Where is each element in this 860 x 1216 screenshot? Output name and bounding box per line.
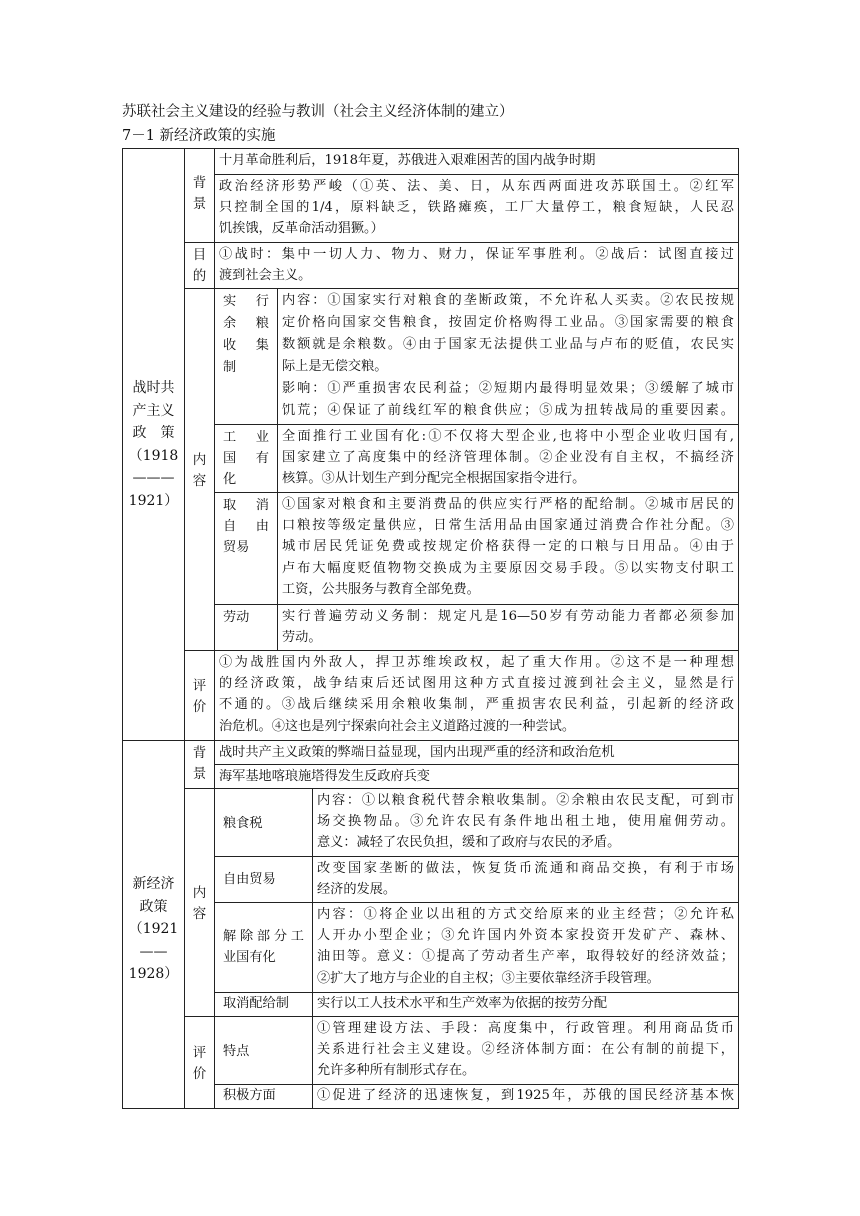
label-char: 价 <box>192 1065 207 1082</box>
nep-title-line: 政策 <box>139 898 168 915</box>
feature-text <box>312 1016 738 1084</box>
nep-title-cell <box>122 740 184 1108</box>
grain-requisition-label <box>214 288 277 424</box>
text-line: 海军基地喀琅施塔得发生反政府兵变 <box>219 769 430 784</box>
war-purpose-label <box>184 242 214 288</box>
text-line: 国家建立了高度集中的经济管理体制。②企业没有自主权，不搞经济 <box>282 450 734 466</box>
text-line: 油田等。意义：①提高了劳动者生产率，取得较好的经济效益； <box>317 949 734 965</box>
grain-requisition-text <box>277 288 738 424</box>
text-line: 只控制全国的1/4，原料缺乏，铁路瘫痪，工厂大量停工，粮食短缺，人民忍 <box>219 200 734 216</box>
text-line: 经济的发展。 <box>317 882 397 898</box>
text-line: 意义：减轻了农民负担，缓和了政府与农民的矛盾。 <box>317 835 621 851</box>
label-line: 实 行 <box>223 294 269 309</box>
text-line: 口粮按等级定量供应，日常生活用品由国家通过消费合作社分配。③ <box>282 518 734 534</box>
label-line: 工 业 <box>223 430 269 445</box>
label-line: 特点 <box>223 1044 250 1059</box>
grain-tax-label <box>214 788 312 856</box>
text-line: 允许多种所有制形式存在。 <box>317 1063 476 1079</box>
label-char: 背 <box>192 175 207 191</box>
text-line: 饥荒；④保证了前线红军的粮食供应；⑤成为扭转战局的重要因素。 <box>282 403 734 418</box>
war-title-line: 战时共 <box>132 380 175 396</box>
positive-aspect-text <box>312 1084 738 1108</box>
text-line: 饥挨饿，反革命活动猖獗。） <box>219 221 384 237</box>
nep-background-label <box>184 740 214 788</box>
war-background-row-2 <box>214 174 738 242</box>
label-char: 景 <box>192 196 207 212</box>
text-line: 核算。③从计划生产到分配完全根据国家指令进行。 <box>282 471 586 487</box>
text-line: 场交换物品。③允许农民有条件地出租土地，使用雇佣劳动。 <box>317 814 734 830</box>
war-communism-title <box>129 377 179 512</box>
label-char: 背 <box>192 745 207 761</box>
text-line: 渡到社会主义。 <box>219 268 312 284</box>
free-trade-text <box>312 856 738 902</box>
text-line: 关系进行社会主义建设。②经济体制方面：在公有制的前提下， <box>317 1042 734 1058</box>
industry-nationalization-text <box>277 424 738 492</box>
label-line: 取 消 <box>223 498 269 513</box>
label-char: 景 <box>192 766 207 782</box>
feature-label <box>214 1016 312 1084</box>
free-trade-label <box>214 856 312 902</box>
war-title-line: 产主义 <box>132 402 175 419</box>
label-line: 业国有化 <box>223 950 276 966</box>
label-line: 制 <box>223 360 237 375</box>
nep-title-line: —— <box>139 943 168 960</box>
positive-aspect-label <box>214 1084 312 1108</box>
abolish-free-trade-label <box>214 492 277 604</box>
label-char: 评 <box>192 677 207 694</box>
nep-evaluation-label <box>184 1016 214 1108</box>
denationalization-label <box>214 902 312 992</box>
text-line: 战时共产主义政策的弊端日益显现，国内出现严重的经济和政治危机 <box>219 745 615 760</box>
text-line: 全面推行工业国有化:①不仅将大型企业,也将中小型企业收归国有, <box>282 429 734 444</box>
text-line: 工资，公共服务与教育全部免费。 <box>282 581 480 597</box>
text-line: ①为战胜国内外敌人，捍卫苏维埃政权，起了重大作用。②这不是一种理想 <box>219 655 734 670</box>
abolish-free-trade-text <box>277 492 738 604</box>
denationalization-text <box>312 902 738 992</box>
war-evaluation-text <box>214 650 738 740</box>
text-line: 改变国家垄断的做法，恢复货币流通和商品交换，有利于市场 <box>317 861 734 876</box>
label-char: 价 <box>192 698 207 715</box>
label-line: 粮食税 <box>223 816 263 831</box>
war-background-label <box>184 148 214 242</box>
abolish-rationing-text <box>312 992 738 1016</box>
label-line: 余 粮 <box>223 316 269 331</box>
war-title-line: ——— <box>132 470 175 486</box>
section-subtitle: 7－1 新经济政策的实施 <box>122 128 276 144</box>
label-line: 自由贸易 <box>223 872 276 887</box>
nep-background-row-1 <box>214 740 738 764</box>
label-line: 自 由 <box>223 519 269 535</box>
text-line: ①国家对粮食和主要消费品的供应实行严格的配给制。②城市居民的 <box>282 497 734 512</box>
nep-title-line: （1921 <box>128 921 179 937</box>
text-line: 的经济政策，战争结束后还试图用这种方式直接过渡到社会主义，显然是行 <box>219 676 734 692</box>
text-line: 城市居民凭证免费或按规定价格获得一定的口粮与日用品。④由于 <box>282 539 734 555</box>
nep-background-row-2 <box>214 764 738 788</box>
text-line: ①促进了经济的迅速恢复，到1925年，苏俄的国民经济基本恢 <box>317 1088 734 1103</box>
text-line: 人开办小型企业；③允许国内外资本家投资开发矿产、森林、 <box>317 928 734 944</box>
label-line: 积极方面 <box>223 1088 276 1103</box>
text-line: 实行以工人技术水平和生产效率为依据的按劳分配 <box>317 996 608 1011</box>
abolish-rationing-label <box>214 992 312 1016</box>
text-line: ①管理建设方法、手段：高度集中，行政管理。利用商品货币 <box>317 1021 734 1036</box>
label-char: 内 <box>192 451 207 468</box>
text-line: 内容：①国家实行对粮食的垄断政策，不允许私人买卖。②农民按规 <box>282 293 734 308</box>
text-line: 定价格向国家交售粮食，按固定价格购得工业品。③国家需要的粮食 <box>282 315 734 330</box>
document-title: 苏联社会主义建设的经验与教训（社会主义经济体制的建立） <box>122 104 514 120</box>
label-line: 取消配给制 <box>223 996 289 1011</box>
label-char: 内 <box>192 884 207 901</box>
label-char: 目 <box>192 247 207 263</box>
text-line: 劳动。 <box>282 630 322 646</box>
war-communism-title-cell <box>122 148 184 740</box>
nep-title <box>129 873 179 986</box>
text-line: 内容：①以粮食税代替余粮收集制。②余粮由农民支配，可到市 <box>317 793 734 808</box>
text-line: 治危机。④这也是列宁探索向社会主义道路过渡的一种尝试。 <box>219 718 576 734</box>
war-title-line: （1918 <box>128 447 179 464</box>
labor-text <box>277 604 738 650</box>
text-line: 不通的。③战后继续采用余粮收集制，严重损害农民利益，引起新的经济政 <box>219 697 734 713</box>
text-line: 十月革命胜利后，1918年夏，苏俄进入艰难困苦的国内战争时期 <box>219 153 596 168</box>
text-line: 际上是无偿交粮。 <box>282 359 388 374</box>
label-line: 国 有 <box>223 451 269 467</box>
text-line: 数额就是余粮数。④由于国家无法提供工业品与卢布的贬值，农民实 <box>282 337 734 352</box>
text-line: 影响：①严重损害农民利益；②短期内最得明显效果；③缓解了城市 <box>282 381 734 396</box>
war-content-label <box>184 288 214 650</box>
war-background-row-1 <box>214 148 738 174</box>
war-purpose-text <box>214 242 738 288</box>
war-evaluation-label <box>184 650 214 740</box>
label-line: 劳动 <box>223 610 250 625</box>
nep-title-line: 新经济 <box>132 876 175 892</box>
war-title-line: 1921） <box>128 492 179 509</box>
label-char: 容 <box>192 905 207 922</box>
war-title-line: 政 策 <box>132 425 175 441</box>
industry-nationalization-label <box>214 424 277 492</box>
label-line: 收 集 <box>223 338 269 353</box>
label-line: 解除部分工 <box>223 929 304 944</box>
label-char: 容 <box>192 472 207 489</box>
text-line: ②扩大了地方与企业的自主权；③主要依靠经济手段管理。 <box>317 970 660 986</box>
text-line: ①战时：集中一切人力、物力、财力，保证军事胜利。②战后：试图直接过 <box>219 247 734 262</box>
label-char: 评 <box>192 1044 207 1061</box>
text-line: 政治经济形势严峻（①英、法、美、日，从东西两面进攻苏联国土。②红军 <box>219 179 734 194</box>
label-line: 贸易 <box>223 540 250 556</box>
nep-title-line: 1928） <box>128 966 179 982</box>
text-line: 卢布大幅度贬值物物交换成为主要原因交易手段。⑤以实物支付职工 <box>282 560 734 576</box>
grain-tax-text <box>312 788 738 856</box>
text-line: 实行普遍劳动义务制：规定凡是16—50岁有劳动能力者都必须参加 <box>282 609 734 624</box>
nep-content-label <box>184 788 214 1016</box>
label-line: 化 <box>223 472 237 488</box>
text-line: 内容：①将企业以出租的方式交给原来的业主经营；②允许私 <box>317 907 734 922</box>
label-char: 的 <box>192 268 207 284</box>
labor-label <box>214 604 277 650</box>
